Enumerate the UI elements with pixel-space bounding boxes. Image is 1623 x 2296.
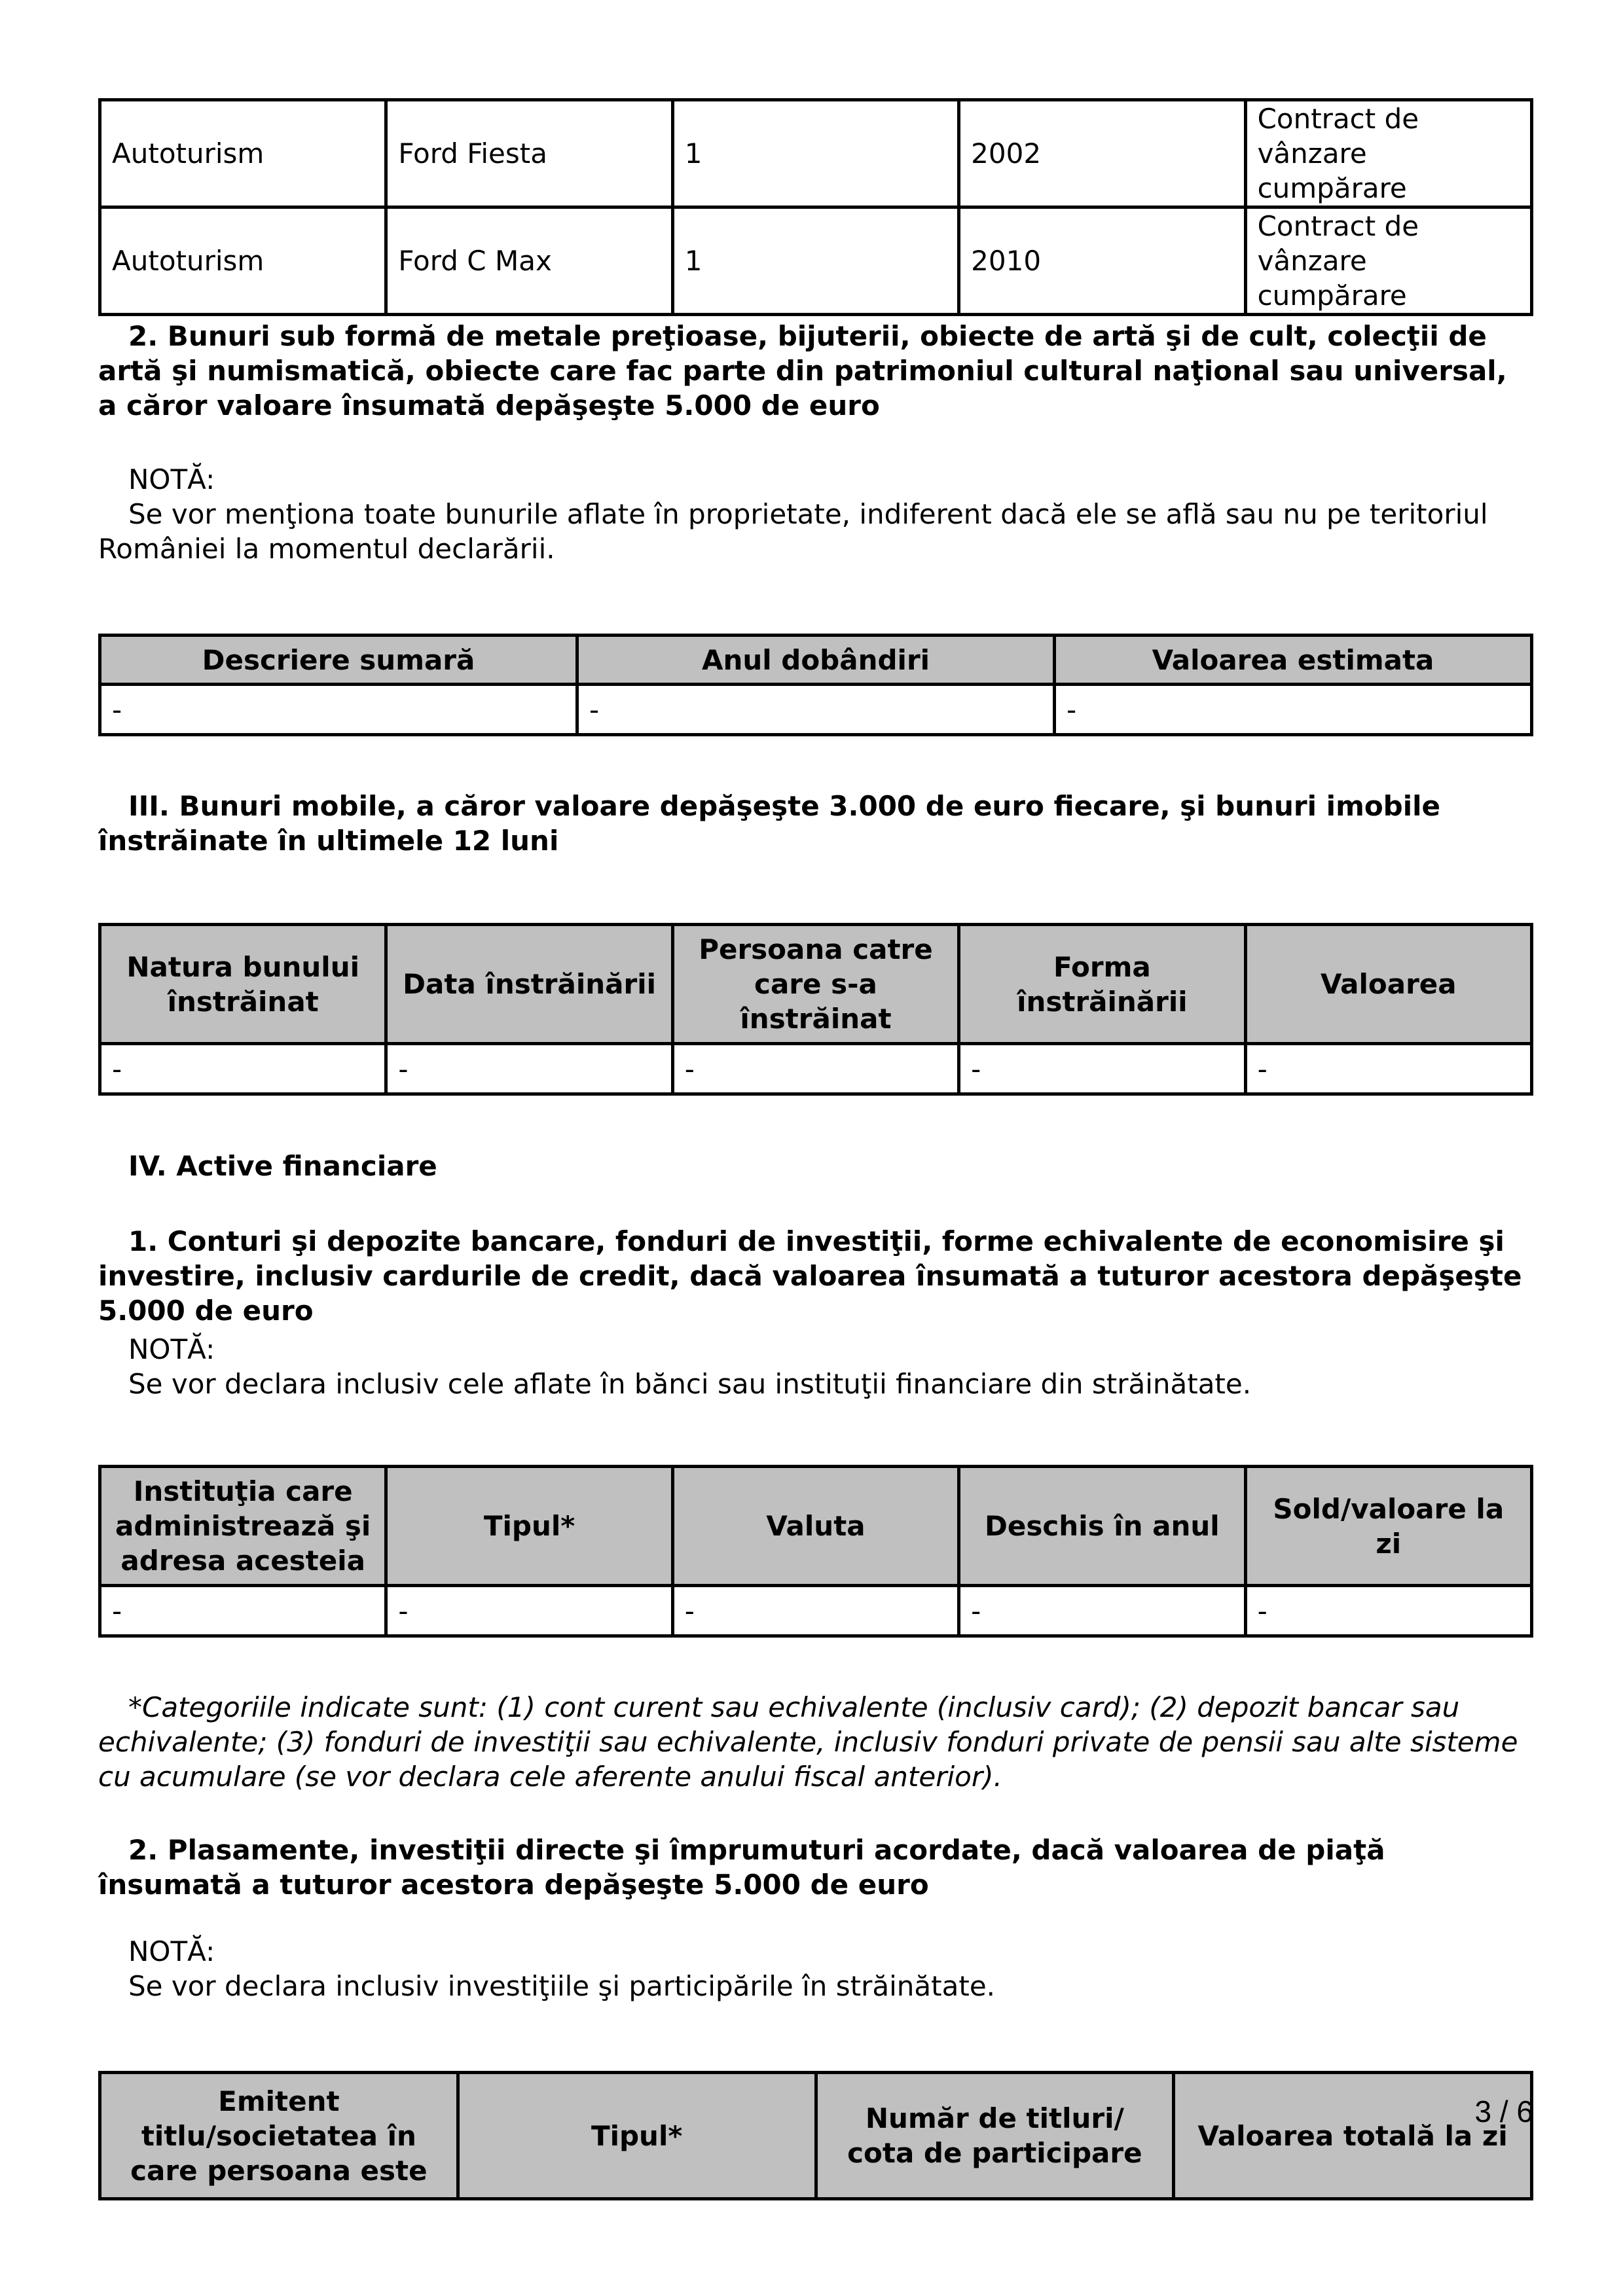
table-cell: 2002 [959, 100, 1245, 207]
table-header: Forma înstrăinării [959, 925, 1245, 1044]
table-cell: - [100, 685, 577, 735]
table-cell: 2010 [959, 207, 1245, 315]
section-3-table-wrap [98, 923, 1533, 1096]
table-cell: - [386, 1044, 672, 1094]
section-4-1 [98, 1224, 1533, 1328]
table-header: Sold/valoare la zi [1245, 1467, 1531, 1586]
section-3 [98, 789, 1533, 858]
subsection-heading: 1. Conturi şi depozite bancare, fonduri de investiţii, forme echivalente de economisire şi investire, inclusiv cardurile de credit, dacă valoarea însumată a tuturor acestora depăşeşte 5.000 de euro [98, 1225, 1522, 1327]
section-heading: 2. Bunuri sub formă de metale preţioase, bijuterii, obiecte de artă şi de cult, colecţii de artă şi numismatică, obiecte care fac parte din patrimoniul cultural naţional sau universal, a căror valoare însumată depăşeşte 5.000 de euro [98, 320, 1507, 422]
table-cell: Contract de vânzare cumpărare [1245, 207, 1531, 315]
table-cell: Ford C Max [386, 207, 672, 315]
table-cell: - [672, 1044, 958, 1094]
section-4-2-table-wrap [98, 2071, 1533, 2200]
section-4-1-note [98, 1332, 1533, 1401]
footnote [98, 1690, 1533, 1794]
table-row [100, 1586, 1532, 1636]
table-cell: Ford Fiesta [386, 100, 672, 207]
table-cell: - [577, 685, 1055, 735]
note-text: Se vor declara inclusiv investiţiile şi participările în străinătate. [128, 1970, 996, 2002]
table-row [100, 1044, 1532, 1094]
table-header: Data înstrăinării [386, 925, 672, 1044]
table-cell: - [386, 1586, 672, 1636]
table-cell: - [1055, 685, 1532, 735]
table-cell: - [672, 1586, 958, 1636]
table-header: Valuta [672, 1467, 958, 1586]
table-header: Descriere sumară [100, 636, 577, 685]
table-cell: Contract de vânzare cumpărare [1245, 100, 1531, 207]
table-cell: - [1245, 1586, 1531, 1636]
note-label: NOTĂ: [128, 1333, 215, 1365]
table-header-row [100, 2073, 1532, 2199]
table-header: Număr de titluri/ cota de participare [816, 2073, 1174, 2199]
table-row [100, 100, 1532, 207]
section-heading: IV. Active financiare [128, 1150, 437, 1182]
table-cell: - [100, 1044, 386, 1094]
table-header: Valoarea [1245, 925, 1531, 1044]
table-header: Tipul* [386, 1467, 672, 1586]
section-4-1-table-wrap [98, 1465, 1533, 1638]
alienated-goods-table [98, 923, 1533, 1096]
table-cell: - [959, 1586, 1245, 1636]
table-header-row [100, 925, 1532, 1044]
table-header: Emitent titlu/societatea în care persoana este [100, 2073, 458, 2199]
table-header: Valoarea totală la zi [1174, 2073, 1532, 2199]
note-text: Se vor menţiona toate bunurile aflate în proprietate, indiferent dacă ele se află sau nu pe teritoriul României la momentul declarării. [98, 498, 1488, 565]
section-2-table-wrap [98, 634, 1533, 736]
section-4-2-note [98, 1934, 1533, 2003]
table-header: Anul dobândiri [577, 636, 1055, 685]
investments-table [98, 2071, 1533, 2200]
table-header-row [100, 1467, 1532, 1586]
vehicles-section [98, 98, 1533, 316]
table-cell: 1 [672, 100, 958, 207]
section-4 [98, 1149, 1533, 1183]
table-cell: - [100, 1586, 386, 1636]
bank-accounts-table [98, 1465, 1533, 1638]
section-heading: III. Bunuri mobile, a căror valoare depăşeşte 3.000 de euro fiecare, şi bunuri imobile înstrăinate în ultimele 12 luni [98, 790, 1441, 857]
table-cell: - [1245, 1044, 1531, 1094]
page-number: 3 / 6 [1474, 2094, 1533, 2128]
table-cell: - [959, 1044, 1245, 1094]
note-label: NOTĂ: [128, 1935, 215, 1967]
table-cell: Autoturism [100, 207, 386, 315]
table-header: Instituţia care administrează şi adresa acesteia [100, 1467, 386, 1586]
table-header: Tipul* [458, 2073, 816, 2199]
footnote-text: *Categoriile indicate sunt: (1) cont curent sau echivalente (inclusiv card); (2) depozit bancar sau echivalente; (3) fonduri de investiţii sau echivalente, inclusiv fonduri private de pensii sau alte sisteme cu acumulare (se vor declara cele aferente anului fiscal anterior). [98, 1691, 1518, 1793]
table-row [100, 207, 1532, 315]
table-row [100, 685, 1532, 735]
section-2-note [98, 462, 1533, 566]
table-header: Valoarea estimata [1055, 636, 1532, 685]
table-cell: 1 [672, 207, 958, 315]
table-header: Natura bunului înstrăinat [100, 925, 386, 1044]
valuables-table [98, 634, 1533, 736]
table-header: Deschis în anul [959, 1467, 1245, 1586]
subsection-heading: 2. Plasamente, investiţii directe şi împrumuturi acordate, dacă valoarea de piaţă însumată a tuturor acestora depăşeşte 5.000 de euro [98, 1834, 1385, 1901]
note-text: Se vor declara inclusiv cele aflate în bănci sau instituţii financiare din străinătate. [128, 1368, 1252, 1400]
section-4-2 [98, 1833, 1533, 1902]
vehicles-table [98, 98, 1533, 316]
section-2 [98, 319, 1533, 423]
table-header: Persoana catre care s-a înstrăinat [672, 925, 958, 1044]
note-label: NOTĂ: [128, 463, 215, 495]
table-header-row [100, 636, 1532, 685]
table-cell: Autoturism [100, 100, 386, 207]
